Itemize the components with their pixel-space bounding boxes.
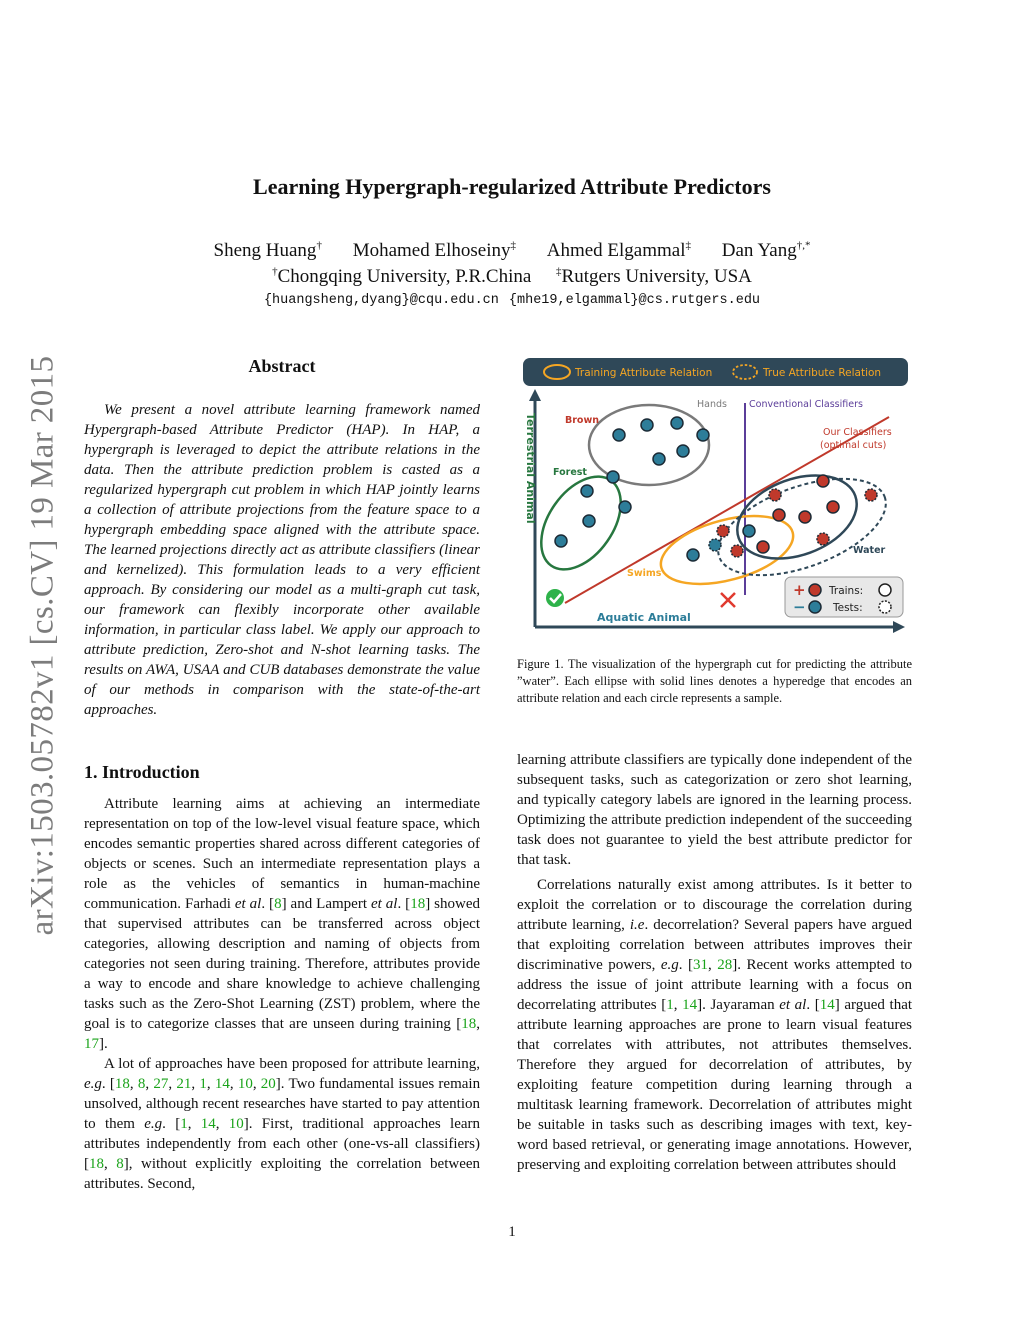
our-classifier-label: Our Classifiers xyxy=(823,427,892,438)
author-emails xyxy=(0,293,1024,308)
author-list xyxy=(0,240,1024,262)
arxiv-stamp-text: arXiv:1503.05782v1 [cs.CV] 19 Mar 2015 xyxy=(24,355,61,935)
y-axis-label: Terrestrial Animal xyxy=(524,413,537,524)
key-positive-icon xyxy=(809,584,821,596)
page-number: 1 xyxy=(508,1224,516,1240)
email[interactable]: {huangsheng,dyang}@cqu.edu.cn xyxy=(263,293,499,308)
sample-negative xyxy=(581,485,593,497)
citation-link[interactable]: 14 xyxy=(819,997,835,1013)
hyperedge-label-brown: Brown xyxy=(565,415,599,426)
figure-1-caption: Figure 1. The visualization of the hypergraph cut for predicting the attribute ”water”. Each ellipse with solid lines denotes a hyperedge that encodes an attribute relation and each circle represents a sample. xyxy=(517,657,912,705)
citation-link[interactable]: 28 xyxy=(717,957,733,973)
citation-link[interactable]: 10 xyxy=(237,1076,253,1092)
sample-negative xyxy=(583,515,595,527)
sample-positive xyxy=(817,475,829,487)
sample-test-positive xyxy=(731,545,743,557)
section-heading-introduction: 1. Introduction xyxy=(84,762,200,782)
y-axis-arrow-icon xyxy=(529,389,541,401)
author: Ahmed Elgammal‡ xyxy=(546,239,691,261)
sample-negative xyxy=(555,535,567,547)
citation-link[interactable]: 1 xyxy=(180,1116,188,1132)
figure-1-hypergraph-cut xyxy=(517,355,912,640)
affiliation: †Chongqing University, P.R.China xyxy=(272,265,532,287)
key-test-icon xyxy=(879,601,891,613)
x-axis-label: Aquatic Animal xyxy=(597,611,691,624)
hyperedge-label-water: Water xyxy=(853,545,886,556)
sample-negative xyxy=(607,471,619,483)
intro-paragraph-2: A lot of approaches have been proposed for attribute learning, e.g. [18, 8, 27, 21, 1, 14, 10, 20]. Two fundamental issues remain unsolved, although recent researches have started to pay attention to them e.g. [1, 14, 10]. First, traditional approaches learn attributes independently from each other (one-vs-all classifiers) [18, 8], without explicitly exploiting the correlation between attributes. Second, xyxy=(84,1056,481,1192)
sample-negative xyxy=(653,453,665,465)
sample-test-negative xyxy=(709,539,721,551)
sample-positive xyxy=(827,501,839,513)
key-tests-label: Tests: xyxy=(833,602,863,614)
affiliation: ‡Rutgers University, USA xyxy=(556,265,752,287)
right-paragraph-1: learning attribute classifiers are typically done independent of the subsequent tasks, such as categorization or zero shot learning, and typically category labels are ignored in the learning process. Optimizing the attribute prediction independent of the succeeding task does not guarantee to yield the best attribute predictor for that task. xyxy=(517,752,912,868)
check-icon xyxy=(546,589,564,607)
key-negative-icon xyxy=(809,601,821,613)
hyperedge-label-swims: Swims xyxy=(627,568,662,579)
intro-paragraph-1: Attribute learning aims at achieving an intermediate representation on top of the low-level visual feature space, which encodes semantic properties shared across different categories of objects or scenes. Such an intermediate representation plays a role as the vehicles of semantics in human-machine communication. Farhadi et al. [8] and Lampert et al. [18] showed that supervised attributes can be transferred across object categories, allowing description and naming of objects from categories not seen during training. Therefore, attributes provide a way to encode and share knowledge to achieve challenging tasks such as the Zero-Shot Learning (ZST) problem, where the goal is to categorize classes that are unseen during training [18, 17]. xyxy=(84,796,480,1052)
sample-positive xyxy=(773,509,785,521)
hyperedge-hands xyxy=(589,405,709,485)
sample-negative xyxy=(613,429,625,441)
sample-negative xyxy=(687,549,699,561)
citation-link[interactable]: 18 xyxy=(410,896,426,912)
x-axis-arrow-icon xyxy=(893,621,905,633)
sample-positive xyxy=(799,511,811,523)
citation-link[interactable]: 18 xyxy=(114,1076,130,1092)
email[interactable]: {mhe19,elgammal}@cs.rutgers.edu xyxy=(508,293,761,308)
negative-samples xyxy=(555,417,755,561)
arxiv-stamp xyxy=(18,345,68,945)
sample-test-positive xyxy=(817,533,829,545)
abstract-body xyxy=(84,400,480,720)
sample-negative xyxy=(641,419,653,431)
citation-link[interactable]: 31 xyxy=(693,957,708,973)
citation-link[interactable]: 27 xyxy=(153,1076,169,1092)
citation-link[interactable]: 18 xyxy=(89,1156,104,1172)
sample-negative xyxy=(619,501,631,513)
citation-link[interactable]: 1 xyxy=(666,997,674,1013)
our-classifier-sublabel: (optimal cuts) xyxy=(820,440,887,451)
conventional-classifier-label: Conventional Classifiers xyxy=(749,399,863,410)
sample-test-positive xyxy=(865,489,877,501)
citation-link[interactable]: 8 xyxy=(116,1156,124,1172)
sample-negative xyxy=(677,445,689,457)
key-train-icon xyxy=(879,584,891,596)
citation-link[interactable]: 20 xyxy=(260,1076,276,1092)
citation-link[interactable]: 1 xyxy=(199,1076,207,1092)
citation-link[interactable]: 10 xyxy=(228,1116,244,1132)
sample-positive xyxy=(757,541,769,553)
legend-true-label: True Attribute Relation xyxy=(763,367,882,379)
sample-negative xyxy=(743,525,755,537)
abstract-heading: Abstract xyxy=(248,356,316,376)
citation-link[interactable]: 21 xyxy=(176,1076,192,1092)
affiliations xyxy=(0,266,1024,288)
citation-link[interactable]: 8 xyxy=(274,896,282,912)
citation-link[interactable]: 14 xyxy=(214,1076,230,1092)
sample-negative xyxy=(671,417,683,429)
plus-sign: + xyxy=(793,581,806,599)
sample-test-positive xyxy=(769,489,781,501)
right-paragraph-2: Correlations naturally exist among attributes. Is it better to exploit the correlation or to discourage the correlation during attribute learning, i.e. decorrelation? Several papers have argued that exploiting correlation between attributes improves their discriminative powers, e.g. [31, 28]. Recent works attempted to address the issue of joint attribute learning with a focus on decorrelating attributes [1, 14]. Jayaraman et al. [14] argued that attribute learning approaches are prone to learn visual features that correlates with attributes, not attributes themselves. Therefore they argued for decorrelation of attributes, by exploiting feature competition during learning through a multitask learning framework. Decorrelation of attributes might be suitable in tasks such as describing images with text, key-word based retrieval, or generating image annotations. However, preserving and exploiting correlation between attributes should xyxy=(517,877,913,1173)
citation-link[interactable]: 14 xyxy=(200,1116,216,1132)
author: Dan Yang†,* xyxy=(721,239,811,261)
hyperedge-label-forest: Forest xyxy=(553,467,587,478)
key-trains-label: Trains: xyxy=(829,585,864,597)
citation-link[interactable]: 18 xyxy=(461,1016,477,1032)
cross-icon xyxy=(721,593,735,607)
author: Mohamed Elhoseiny‡ xyxy=(352,239,516,261)
sample-test-positive xyxy=(717,525,729,537)
hyperedge-label-hands: Hands xyxy=(697,399,727,410)
abstract-text: We present a novel attribute learning framework named Hypergraph-based Attribute Predictor (HAP). In HAP, a hypergraph is leveraged to depict the attribute relations in the data. Then the attribute prediction problem is casted as a regularized hypergraph cut problem in which HAP jointly learns a collection of attribute projections from the feature space to a hypergraph embedding space aligned with the attribute space. The learned projections directly act as attribute classifiers (linear and kernelized). This formulation leads to a very efficient approach. By considering our model as a multi-graph cut task, our framework can flexibly incorporate other available information, in particular class label. We apply our approach to attribute prediction, Zero-shot and N-shot learning tasks. The results on AWA, USAA and CUB databases demonstrate the value of our methods in comparison with the state-of-the-art approaches. xyxy=(84,402,480,718)
minus-sign: − xyxy=(793,598,806,616)
author: Sheng Huang† xyxy=(213,239,322,261)
citation-link[interactable]: 14 xyxy=(682,997,698,1013)
citation-link[interactable]: 17 xyxy=(84,1036,99,1052)
sample-negative xyxy=(697,429,709,441)
citation-link[interactable]: 8 xyxy=(137,1076,146,1092)
true-relation-water xyxy=(706,459,899,594)
legend-training-label: Training Attribute Relation xyxy=(575,367,713,379)
paper-title: Learning Hypergraph-regularized Attribute Predictors xyxy=(253,174,771,199)
